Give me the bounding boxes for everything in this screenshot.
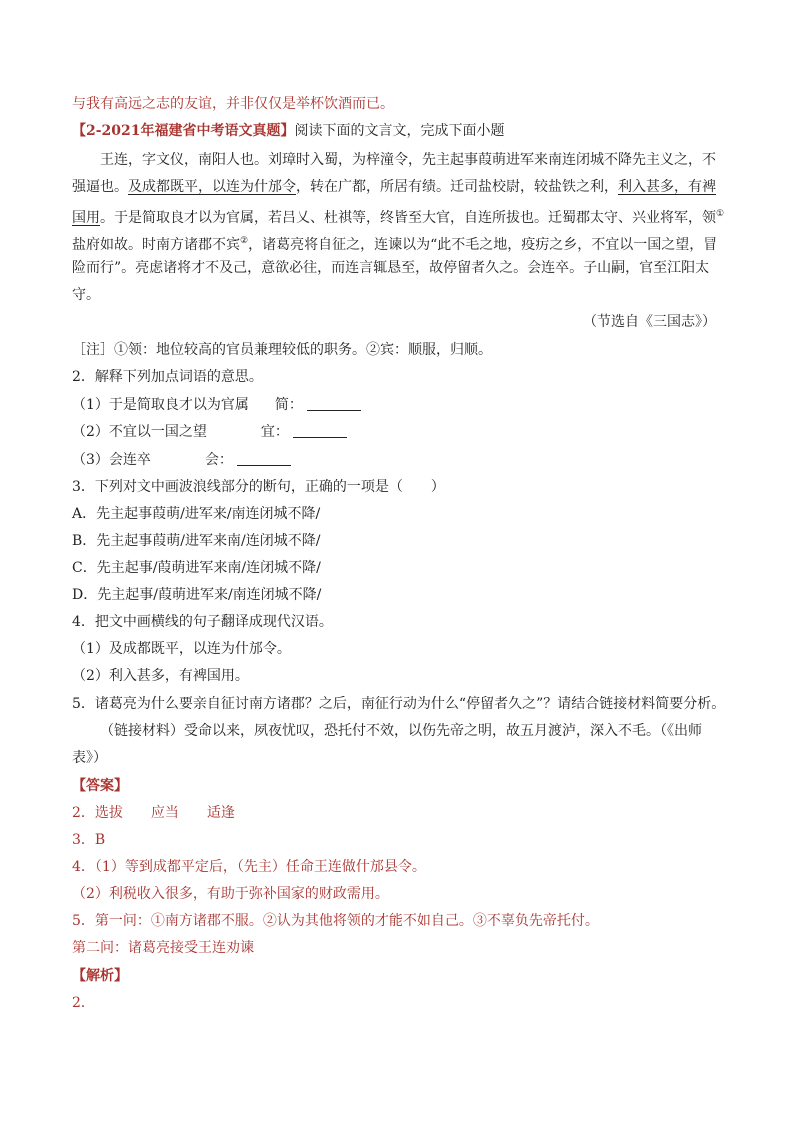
passage-source: （节选自《三国志》） <box>583 314 716 330</box>
item-text: （1）于是简取良才以为官属 <box>72 397 249 413</box>
item-word: 宜： <box>260 424 289 440</box>
passage-text: ，诸葛亮将自征之，连谏以为“此不毛之地，疫疠之乡，不宜以一国之望，冒 <box>248 237 718 253</box>
passage-text: 盐府如故。时南方诸郡不宾 <box>72 237 240 253</box>
question-2-item-1 <box>72 395 361 415</box>
answer-2: 2．选拔 应当 适逢 <box>72 805 235 821</box>
underlined-sentence-1: 及成都既平，以连为什邡令 <box>128 179 296 195</box>
item-text: （2）不宜以一国之望 <box>72 424 207 440</box>
answer-4-1: 4．（1）等到成都平定后，（先主）任命王连做什邡县令。 <box>72 859 426 875</box>
footnote-marker-2: ② <box>240 236 249 246</box>
passage-line-5: 险而行”。亮虑诸将才不及己，意欲必往，而连言辄恳至，故停留者久之。会连卒。子山嗣，官至江阳太 <box>72 260 710 276</box>
item-word: 简： <box>274 397 303 413</box>
answer-blank <box>307 396 361 411</box>
passage-line-3 <box>72 204 724 228</box>
answer-blank <box>293 423 347 438</box>
link-material-cont: 表》） <box>72 750 107 766</box>
answer-5-1: 5．第一问：①南方诸郡不服。②认为其他将领的才能不如自己。③不辜负先帝托付。 <box>72 913 599 929</box>
question-2: 2．解释下列加点词语的意思。 <box>72 369 263 385</box>
intro-tail-line: 与我有高远之志的友谊，并非仅仅是举杯饮酒而已。 <box>72 96 394 112</box>
question-4-item-2: （2）利入甚多，有裨国用。 <box>72 668 249 684</box>
passage-line-1: 王连，字文仪，南阳人也。刘璋时入蜀，为梓潼令，先主起事葭萌进军来南连闭城不降先主义之，不 <box>100 152 716 168</box>
passage-text: ，转在广都，所居有绩。迁司盐校尉，较盐铁之利， <box>296 179 618 195</box>
question-4-item-1: （1）及成都既平，以连为什邡令。 <box>72 641 291 657</box>
heading-tag: 【2-2021年福建省中考语文真题】 <box>72 123 295 139</box>
answer-5-2: 第二问：诸葛亮接受王连劝谏 <box>72 940 254 956</box>
underlined-sentence-2a: 利入甚多，有裨 <box>618 179 716 195</box>
option-d: D．先主起事/葭萌进军来/南连闭城不降/ <box>72 587 322 603</box>
option-c: C．先主起事/葭萌进军来南/连闭城不降/ <box>72 560 321 576</box>
question-3: 3．下列对文中画波浪线部分的断句，正确的一项是（ ） <box>72 479 445 495</box>
link-material: （链接材料）受命以来，夙夜忧叹，恐托付不效，以伤先帝之明，故五月渡泸，深入不毛。（《出师 <box>100 723 702 739</box>
answer-3: 3．B <box>72 832 106 848</box>
analysis-2: 2． <box>72 995 95 1011</box>
footnote: ［注］①领：地位较高的官员兼理较低的职务。②宾：顺服，归顺。 <box>72 342 492 358</box>
option-a: A．先主起事葭萌/进军来/南连闭城不降/ <box>72 506 321 522</box>
question-2-item-2 <box>72 422 347 442</box>
answer-4-2: （2）利税收入很多，有助于弥补国家的财政需用。 <box>72 886 389 902</box>
underlined-sentence-2b: 国用 <box>72 210 100 226</box>
passage-line-2 <box>72 177 716 197</box>
passage-text: 强逼也。 <box>72 179 128 195</box>
question-5: 5．诸葛亮为什么要亲自征讨南方诸郡？之后，南征行动为什么“停留者久之”？请结合链接材料简要分析。 <box>72 696 726 712</box>
item-word: 会： <box>204 452 233 468</box>
item-text: （3）会连卒 <box>72 452 151 468</box>
passage-line-4 <box>72 231 717 255</box>
question-heading <box>72 121 505 141</box>
heading-instruction: 阅读下面的文言文，完成下面小题 <box>294 123 505 139</box>
analysis-label: 【解析】 <box>72 968 128 984</box>
passage-line-6: 守。 <box>72 287 100 303</box>
passage-text: 。于是简取良才以为官属，若吕乂、杜祺等，终皆至大官，自连所拔也。迁蜀郡太守、兴业将军，领 <box>100 210 716 226</box>
footnote-marker-1: ① <box>716 209 725 219</box>
question-2-item-3 <box>72 450 291 470</box>
answer-label: 【答案】 <box>72 778 128 794</box>
option-b: B．先主起事葭萌/进军来南/连闭城不降/ <box>72 533 321 549</box>
question-4: 4．把文中画横线的句子翻译成现代汉语。 <box>72 614 333 630</box>
answer-blank <box>237 451 291 466</box>
